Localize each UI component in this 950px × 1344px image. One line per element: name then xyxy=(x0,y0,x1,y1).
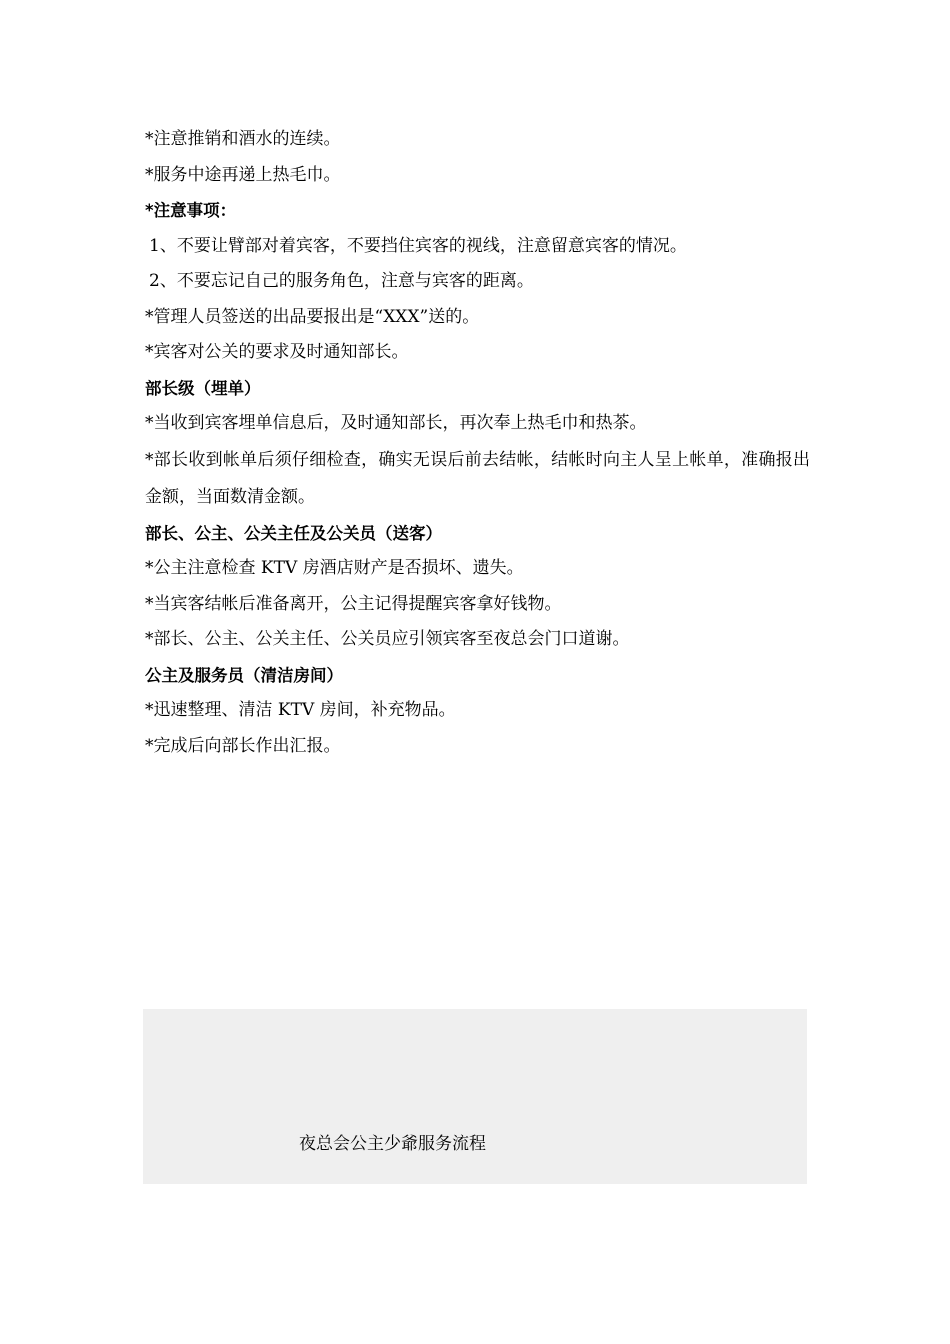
numbered-item: 2、不要忘记自己的服务角色，注意与宾客的距离。 xyxy=(149,271,534,291)
bullet-line: *服务中途再递上热毛巾。 xyxy=(145,164,341,185)
section-heading: 公主及服务员（清洁房间） xyxy=(145,665,343,685)
bullet-line: *管理人员签送的出品要报出是“XXX”送的。 xyxy=(145,306,480,327)
bullet-line: *部长、公主、公关主任、公关员应引领宾客至夜总会门口道谢。 xyxy=(145,629,630,649)
footer-title: 夜总会公主少爺服务流程 xyxy=(299,1134,486,1154)
footer-banner xyxy=(143,1009,807,1184)
bullet-line: *公主注意检查 KTV 房酒店财产是否损坏、遗失。 xyxy=(145,558,524,578)
bullet-line: *当宾客结帐后准备离开，公主记得提醒宾客拿好钱物。 xyxy=(145,593,562,614)
section-heading: 部长、公主、公关主任及公关员（送客） xyxy=(145,523,442,543)
bullet-line: *当收到宾客埋单信息后，及时通知部长，再次奉上热毛巾和热茶。 xyxy=(145,413,647,433)
section-heading: 部长级（埋单） xyxy=(145,378,261,398)
numbered-item: 1、不要让臂部对着宾客，不要挡住宾客的视线，注意留意宾客的情况。 xyxy=(149,235,687,256)
bullet-line: *注意推销和酒水的连续。 xyxy=(145,129,341,149)
bullet-line: *迅速整理、清洁 KTV 房间，补充物品。 xyxy=(145,700,456,720)
bullet-line: *宾客对公关的要求及时通知部长。 xyxy=(145,342,409,362)
section-heading: *注意事项： xyxy=(145,201,237,220)
bullet-paragraph: *部长收到帐单后须仔细检查，确实无误后前去结帐，结帐时向主人呈上帐单，准确报出金额，当面数清金额。 xyxy=(145,449,810,507)
document-body xyxy=(145,122,810,764)
bullet-line: *完成后向部长作出汇报。 xyxy=(145,735,341,756)
